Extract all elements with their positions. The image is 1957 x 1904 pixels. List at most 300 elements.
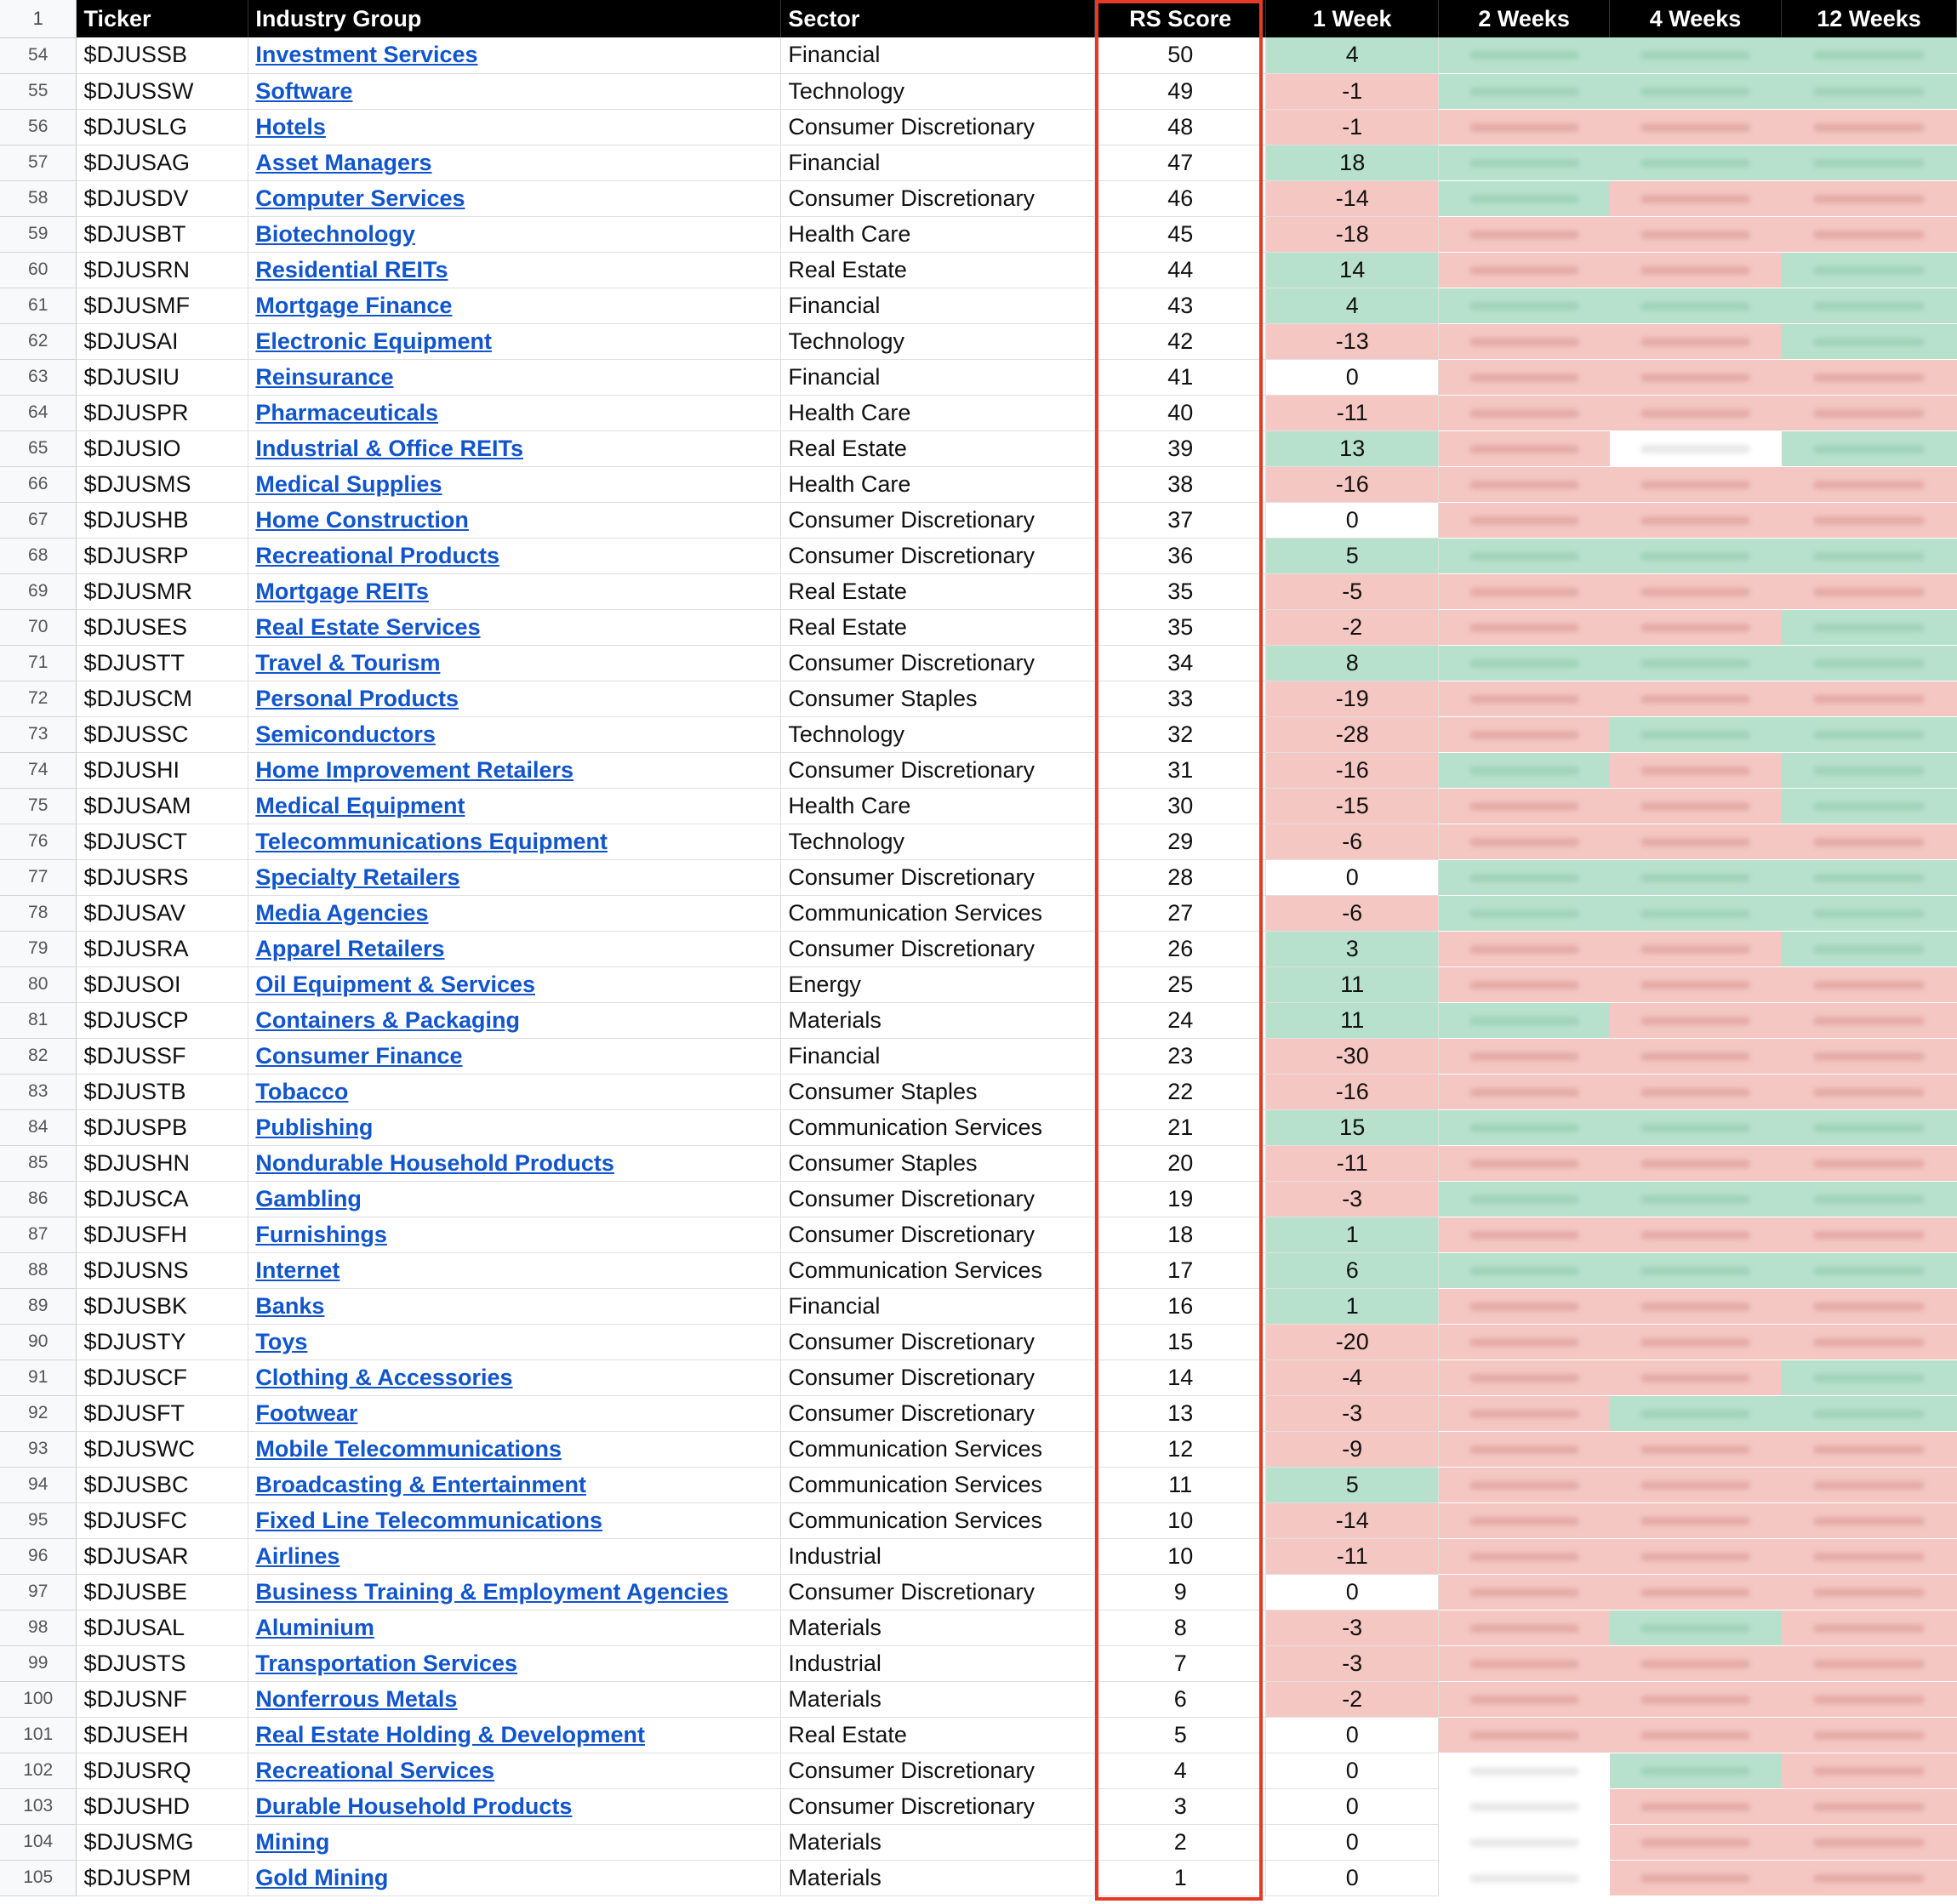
rs-score-cell[interactable]: 35: [1095, 573, 1266, 609]
1-week-change-cell[interactable]: -3: [1266, 1395, 1439, 1431]
row-number[interactable]: 62: [0, 323, 77, 359]
4-weeks-change-cell-blurred[interactable]: [1610, 1181, 1782, 1217]
sector-cell[interactable]: Materials: [781, 1860, 1095, 1895]
sector-cell[interactable]: Consumer Discretionary: [781, 1574, 1095, 1610]
12-weeks-change-cell-blurred[interactable]: [1782, 1467, 1957, 1502]
2-weeks-change-cell-blurred[interactable]: [1439, 73, 1610, 109]
industry-group-cell[interactable]: [248, 1181, 781, 1217]
rs-score-cell[interactable]: 5: [1095, 1717, 1266, 1753]
table-row[interactable]: [0, 752, 1957, 788]
industry-group-cell[interactable]: [248, 895, 781, 931]
2-weeks-change-cell-blurred[interactable]: [1439, 430, 1610, 466]
industry-group-cell[interactable]: [248, 609, 781, 645]
row-number[interactable]: 100: [0, 1681, 77, 1717]
12-weeks-change-cell-blurred[interactable]: [1782, 1431, 1957, 1467]
4-weeks-change-cell-blurred[interactable]: [1610, 252, 1782, 288]
12-weeks-change-cell-blurred[interactable]: [1782, 1502, 1957, 1538]
sector-cell[interactable]: Real Estate: [781, 252, 1095, 288]
row-number[interactable]: 54: [0, 37, 77, 73]
table-row[interactable]: [0, 1145, 1957, 1181]
4-weeks-change-cell-blurred[interactable]: [1610, 1467, 1782, 1502]
12-weeks-change-cell-blurred[interactable]: [1782, 895, 1957, 931]
2-weeks-change-cell-blurred[interactable]: [1439, 466, 1610, 502]
row-number[interactable]: 65: [0, 430, 77, 466]
4-weeks-change-cell-blurred[interactable]: [1610, 180, 1782, 216]
sector-cell[interactable]: Consumer Discretionary: [781, 1217, 1095, 1252]
ticker-cell[interactable]: $DJUSNF: [77, 1681, 248, 1717]
sector-cell[interactable]: Consumer Staples: [781, 681, 1095, 716]
industry-group-link[interactable]: Gambling: [255, 1185, 362, 1211]
1-week-change-cell[interactable]: -11: [1266, 1145, 1439, 1181]
2-weeks-change-cell-blurred[interactable]: [1439, 645, 1610, 681]
industry-group-link[interactable]: Home Construction: [255, 506, 469, 533]
4-weeks-change-cell-blurred[interactable]: [1610, 216, 1782, 252]
table-row[interactable]: [0, 395, 1957, 430]
ticker-cell[interactable]: $DJUSHI: [77, 752, 248, 788]
2-weeks-change-cell-blurred[interactable]: [1439, 1753, 1610, 1788]
rs-score-cell[interactable]: 16: [1095, 1288, 1266, 1324]
row-number[interactable]: 59: [0, 216, 77, 252]
12-weeks-change-cell-blurred[interactable]: [1782, 109, 1957, 145]
table-row[interactable]: [0, 1717, 1957, 1753]
industry-group-link[interactable]: Tobacco: [255, 1078, 349, 1104]
4-weeks-change-cell-blurred[interactable]: [1610, 1753, 1782, 1788]
rs-score-cell[interactable]: 49: [1095, 73, 1266, 109]
row-number[interactable]: 79: [0, 931, 77, 966]
4-weeks-change-cell-blurred[interactable]: [1610, 716, 1782, 752]
industry-group-cell[interactable]: [248, 1610, 781, 1645]
2-weeks-change-cell-blurred[interactable]: [1439, 1324, 1610, 1360]
industry-group-cell[interactable]: [248, 645, 781, 681]
table-row[interactable]: [0, 1395, 1957, 1431]
4-weeks-change-cell-blurred[interactable]: [1610, 1645, 1782, 1681]
4-weeks-change-cell-blurred[interactable]: [1610, 359, 1782, 395]
sector-cell[interactable]: Consumer Staples: [781, 1145, 1095, 1181]
row-number[interactable]: 67: [0, 502, 77, 538]
industry-group-cell[interactable]: [248, 252, 781, 288]
industry-group-link[interactable]: Banks: [255, 1292, 325, 1319]
table-row[interactable]: [0, 788, 1957, 824]
table-row[interactable]: [0, 573, 1957, 609]
rs-score-cell[interactable]: 40: [1095, 395, 1266, 430]
sector-cell[interactable]: Financial: [781, 1288, 1095, 1324]
row-number-header[interactable]: 1: [0, 0, 77, 37]
4-weeks-change-cell-blurred[interactable]: [1610, 1002, 1782, 1038]
industry-group-link[interactable]: Personal Products: [255, 685, 459, 711]
2-weeks-change-cell-blurred[interactable]: [1439, 573, 1610, 609]
1-week-change-cell[interactable]: -5: [1266, 573, 1439, 609]
1-week-change-cell[interactable]: 4: [1266, 288, 1439, 323]
industry-group-cell[interactable]: [248, 1109, 781, 1145]
row-number[interactable]: 64: [0, 395, 77, 430]
rs-score-cell[interactable]: 27: [1095, 895, 1266, 931]
industry-group-cell[interactable]: [248, 288, 781, 323]
ticker-cell[interactable]: $DJUSFH: [77, 1217, 248, 1252]
industry-group-link[interactable]: Oil Equipment & Services: [255, 971, 536, 997]
1-week-change-cell[interactable]: 5: [1266, 1467, 1439, 1502]
row-number[interactable]: 56: [0, 109, 77, 145]
ticker-cell[interactable]: $DJUSSC: [77, 716, 248, 752]
industry-group-link[interactable]: Mortgage Finance: [255, 292, 453, 318]
sector-cell[interactable]: Consumer Discretionary: [781, 1360, 1095, 1395]
row-number[interactable]: 92: [0, 1395, 77, 1431]
table-row[interactable]: [0, 1467, 1957, 1502]
4-weeks-change-cell-blurred[interactable]: [1610, 1574, 1782, 1610]
12-weeks-change-cell-blurred[interactable]: [1782, 466, 1957, 502]
row-number[interactable]: 75: [0, 788, 77, 824]
rs-score-cell[interactable]: 3: [1095, 1788, 1266, 1824]
table-row[interactable]: [0, 180, 1957, 216]
2-weeks-change-cell-blurred[interactable]: [1439, 1360, 1610, 1395]
2-weeks-change-cell-blurred[interactable]: [1439, 931, 1610, 966]
ticker-cell[interactable]: $DJUSSW: [77, 73, 248, 109]
industry-group-cell[interactable]: [248, 573, 781, 609]
ticker-cell[interactable]: $DJUSMG: [77, 1824, 248, 1860]
ticker-cell[interactable]: $DJUSCP: [77, 1002, 248, 1038]
row-number[interactable]: 99: [0, 1645, 77, 1681]
row-number[interactable]: 60: [0, 252, 77, 288]
1-week-change-cell[interactable]: 0: [1266, 1753, 1439, 1788]
table-row[interactable]: [0, 216, 1957, 252]
1-week-change-cell[interactable]: 15: [1266, 1109, 1439, 1145]
industry-group-link[interactable]: Hotels: [255, 113, 326, 140]
row-number[interactable]: 81: [0, 1002, 77, 1038]
industry-group-cell[interactable]: [248, 1252, 781, 1288]
4-weeks-change-cell-blurred[interactable]: [1610, 1788, 1782, 1824]
ticker-cell[interactable]: $DJUSRQ: [77, 1753, 248, 1788]
rs-score-cell[interactable]: 35: [1095, 609, 1266, 645]
industry-group-cell[interactable]: [248, 1824, 781, 1860]
12-weeks-change-cell-blurred[interactable]: [1782, 1109, 1957, 1145]
ticker-cell[interactable]: $DJUSCM: [77, 681, 248, 716]
table-row[interactable]: [0, 824, 1957, 859]
2-weeks-change-cell-blurred[interactable]: [1439, 1109, 1610, 1145]
2-weeks-header[interactable]: 2 Weeks: [1439, 0, 1610, 37]
row-number[interactable]: 71: [0, 645, 77, 681]
table-row[interactable]: [0, 37, 1957, 73]
1-week-change-cell[interactable]: 0: [1266, 1717, 1439, 1753]
rs-score-cell[interactable]: 11: [1095, 1467, 1266, 1502]
ticker-cell[interactable]: $DJUSCA: [77, 1181, 248, 1217]
12-weeks-change-cell-blurred[interactable]: [1782, 1610, 1957, 1645]
4-weeks-change-cell-blurred[interactable]: [1610, 395, 1782, 430]
rs-score-cell[interactable]: 50: [1095, 37, 1266, 73]
sector-cell[interactable]: Communication Services: [781, 895, 1095, 931]
1-week-change-cell[interactable]: 0: [1266, 1574, 1439, 1610]
industry-group-cell[interactable]: [248, 430, 781, 466]
2-weeks-change-cell-blurred[interactable]: [1439, 1217, 1610, 1252]
12-weeks-change-cell-blurred[interactable]: [1782, 1717, 1957, 1753]
ticker-cell[interactable]: $DJUSFC: [77, 1502, 248, 1538]
row-number[interactable]: 96: [0, 1538, 77, 1574]
row-number[interactable]: 98: [0, 1610, 77, 1645]
row-number[interactable]: 87: [0, 1217, 77, 1252]
2-weeks-change-cell-blurred[interactable]: [1439, 1860, 1610, 1895]
table-row[interactable]: [0, 931, 1957, 966]
4-weeks-change-cell-blurred[interactable]: [1610, 931, 1782, 966]
ticker-cell[interactable]: $DJUSRA: [77, 931, 248, 966]
sector-cell[interactable]: Industrial: [781, 1538, 1095, 1574]
rs-score-cell[interactable]: 29: [1095, 824, 1266, 859]
table-row[interactable]: [0, 1074, 1957, 1109]
rs-score-cell[interactable]: 2: [1095, 1824, 1266, 1860]
industry-group-cell[interactable]: [248, 1502, 781, 1538]
row-number[interactable]: 84: [0, 1109, 77, 1145]
4-weeks-change-cell-blurred[interactable]: [1610, 1431, 1782, 1467]
4-weeks-change-cell-blurred[interactable]: [1610, 1860, 1782, 1895]
rs-score-cell[interactable]: 45: [1095, 216, 1266, 252]
4-weeks-change-cell-blurred[interactable]: [1610, 895, 1782, 931]
table-row[interactable]: [0, 1574, 1957, 1610]
industry-group-cell[interactable]: [248, 1431, 781, 1467]
ticker-cell[interactable]: $DJUSAL: [77, 1610, 248, 1645]
industry-group-cell[interactable]: [248, 538, 781, 573]
row-number[interactable]: 68: [0, 538, 77, 573]
1-week-change-cell[interactable]: -11: [1266, 395, 1439, 430]
industry-group-link[interactable]: Media Agencies: [255, 899, 429, 926]
sector-cell[interactable]: Health Care: [781, 788, 1095, 824]
industry-group-link[interactable]: Nondurable Household Products: [255, 1149, 614, 1176]
sector-cell[interactable]: Technology: [781, 716, 1095, 752]
table-row[interactable]: [0, 109, 1957, 145]
rs-score-cell[interactable]: 28: [1095, 859, 1266, 895]
industry-group-cell[interactable]: [248, 1360, 781, 1395]
rs-score-cell[interactable]: 30: [1095, 788, 1266, 824]
table-row[interactable]: [0, 430, 1957, 466]
rs-score-cell[interactable]: 6: [1095, 1681, 1266, 1717]
sector-cell[interactable]: Consumer Discretionary: [781, 1788, 1095, 1824]
1-week-change-cell[interactable]: -9: [1266, 1431, 1439, 1467]
table-row[interactable]: [0, 1538, 1957, 1574]
12-weeks-change-cell-blurred[interactable]: [1782, 359, 1957, 395]
rs-score-cell[interactable]: 25: [1095, 966, 1266, 1002]
sector-cell[interactable]: Health Care: [781, 395, 1095, 430]
12-weeks-change-cell-blurred[interactable]: [1782, 1860, 1957, 1895]
industry-group-link[interactable]: Transportation Services: [255, 1650, 518, 1676]
4-weeks-change-cell-blurred[interactable]: [1610, 609, 1782, 645]
ticker-cell[interactable]: $DJUSBK: [77, 1288, 248, 1324]
industry-group-link[interactable]: Mobile Telecommunications: [255, 1435, 562, 1462]
rs-score-cell[interactable]: 20: [1095, 1145, 1266, 1181]
industry-group-link[interactable]: Aluminium: [255, 1614, 374, 1640]
industry-group-cell[interactable]: [248, 145, 781, 180]
4-weeks-change-cell-blurred[interactable]: [1610, 502, 1782, 538]
12-weeks-change-cell-blurred[interactable]: [1782, 645, 1957, 681]
table-row[interactable]: [0, 359, 1957, 395]
4-weeks-change-cell-blurred[interactable]: [1610, 1038, 1782, 1074]
12-weeks-change-cell-blurred[interactable]: [1782, 1753, 1957, 1788]
4-weeks-change-cell-blurred[interactable]: [1610, 752, 1782, 788]
sector-cell[interactable]: Real Estate: [781, 1717, 1095, 1753]
1-week-change-cell[interactable]: -2: [1266, 1681, 1439, 1717]
2-weeks-change-cell-blurred[interactable]: [1439, 681, 1610, 716]
2-weeks-change-cell-blurred[interactable]: [1439, 109, 1610, 145]
4-weeks-change-cell-blurred[interactable]: [1610, 538, 1782, 573]
2-weeks-change-cell-blurred[interactable]: [1439, 37, 1610, 73]
ticker-cell[interactable]: $DJUSWC: [77, 1431, 248, 1467]
industry-group-cell[interactable]: [248, 681, 781, 716]
4-weeks-change-cell-blurred[interactable]: [1610, 1145, 1782, 1181]
sector-cell[interactable]: Communication Services: [781, 1467, 1095, 1502]
ticker-cell[interactable]: $DJUSTT: [77, 645, 248, 681]
12-weeks-change-cell-blurred[interactable]: [1782, 1645, 1957, 1681]
industry-group-cell[interactable]: [248, 1717, 781, 1753]
2-weeks-change-cell-blurred[interactable]: [1439, 752, 1610, 788]
4-weeks-change-cell-blurred[interactable]: [1610, 430, 1782, 466]
sector-cell[interactable]: Financial: [781, 1038, 1095, 1074]
rs-score-cell[interactable]: 12: [1095, 1431, 1266, 1467]
table-row[interactable]: [0, 1109, 1957, 1145]
table-row[interactable]: [0, 966, 1957, 1002]
12-weeks-change-cell-blurred[interactable]: [1782, 145, 1957, 180]
12-weeks-change-cell-blurred[interactable]: [1782, 73, 1957, 109]
1-week-change-cell[interactable]: -1: [1266, 109, 1439, 145]
rs-score-cell[interactable]: 15: [1095, 1324, 1266, 1360]
2-weeks-change-cell-blurred[interactable]: [1439, 1824, 1610, 1860]
rs-score-cell[interactable]: 47: [1095, 145, 1266, 180]
12-weeks-change-cell-blurred[interactable]: [1782, 1217, 1957, 1252]
12-weeks-change-cell-blurred[interactable]: [1782, 966, 1957, 1002]
industry-group-cell[interactable]: [248, 1645, 781, 1681]
1-week-change-cell[interactable]: 18: [1266, 145, 1439, 180]
table-row[interactable]: [0, 645, 1957, 681]
industry-group-link[interactable]: Telecommunications Equipment: [255, 828, 608, 854]
ticker-cell[interactable]: $DJUSFT: [77, 1395, 248, 1431]
industry-group-cell[interactable]: [248, 966, 781, 1002]
12-weeks-change-cell-blurred[interactable]: [1782, 931, 1957, 966]
rs-score-cell[interactable]: 4: [1095, 1753, 1266, 1788]
1-week-change-cell[interactable]: -14: [1266, 180, 1439, 216]
2-weeks-change-cell-blurred[interactable]: [1439, 180, 1610, 216]
12-weeks-change-cell-blurred[interactable]: [1782, 788, 1957, 824]
12-weeks-change-cell-blurred[interactable]: [1782, 430, 1957, 466]
table-row[interactable]: [0, 1181, 1957, 1217]
table-row[interactable]: [0, 1002, 1957, 1038]
row-number[interactable]: 85: [0, 1145, 77, 1181]
sector-cell[interactable]: Consumer Discretionary: [781, 502, 1095, 538]
rs-score-cell[interactable]: 17: [1095, 1252, 1266, 1288]
1-week-change-cell[interactable]: 8: [1266, 645, 1439, 681]
4-weeks-change-cell-blurred[interactable]: [1610, 859, 1782, 895]
row-number[interactable]: 70: [0, 609, 77, 645]
12-weeks-change-cell-blurred[interactable]: [1782, 538, 1957, 573]
12-weeks-change-cell-blurred[interactable]: [1782, 395, 1957, 430]
industry-group-cell[interactable]: [248, 931, 781, 966]
rs-score-header[interactable]: RS Score: [1095, 0, 1266, 37]
sector-cell[interactable]: Consumer Discretionary: [781, 1181, 1095, 1217]
1-week-change-cell[interactable]: 0: [1266, 359, 1439, 395]
rs-score-cell[interactable]: 38: [1095, 466, 1266, 502]
2-weeks-change-cell-blurred[interactable]: [1439, 1538, 1610, 1574]
4-weeks-change-cell-blurred[interactable]: [1610, 73, 1782, 109]
4-weeks-change-cell-blurred[interactable]: [1610, 1252, 1782, 1288]
sector-cell[interactable]: Consumer Discretionary: [781, 1324, 1095, 1360]
ticker-cell[interactable]: $DJUSAI: [77, 323, 248, 359]
ticker-cell[interactable]: $DJUSOI: [77, 966, 248, 1002]
2-weeks-change-cell-blurred[interactable]: [1439, 395, 1610, 430]
sector-cell[interactable]: Real Estate: [781, 573, 1095, 609]
rs-score-cell[interactable]: 46: [1095, 180, 1266, 216]
rs-score-cell[interactable]: 23: [1095, 1038, 1266, 1074]
industry-group-cell[interactable]: [248, 859, 781, 895]
industry-group-link[interactable]: Nonferrous Metals: [255, 1685, 458, 1712]
industry-group-header[interactable]: Industry Group: [248, 0, 781, 37]
table-row[interactable]: [0, 538, 1957, 573]
table-row[interactable]: [0, 252, 1957, 288]
industry-group-cell[interactable]: [248, 180, 781, 216]
ticker-cell[interactable]: $DJUSAV: [77, 895, 248, 931]
12-weeks-change-cell-blurred[interactable]: [1782, 502, 1957, 538]
row-number[interactable]: 76: [0, 824, 77, 859]
12-weeks-change-cell-blurred[interactable]: [1782, 681, 1957, 716]
industry-group-link[interactable]: Footwear: [255, 1399, 358, 1426]
sector-cell[interactable]: Consumer Discretionary: [781, 1395, 1095, 1431]
table-row[interactable]: [0, 1360, 1957, 1395]
sector-cell[interactable]: Materials: [781, 1824, 1095, 1860]
industry-group-link[interactable]: Apparel Retailers: [255, 935, 445, 961]
2-weeks-change-cell-blurred[interactable]: [1439, 1002, 1610, 1038]
ticker-cell[interactable]: $DJUSHN: [77, 1145, 248, 1181]
table-row[interactable]: [0, 1502, 1957, 1538]
table-row[interactable]: [0, 1288, 1957, 1324]
row-number[interactable]: 72: [0, 681, 77, 716]
2-weeks-change-cell-blurred[interactable]: [1439, 1181, 1610, 1217]
2-weeks-change-cell-blurred[interactable]: [1439, 1681, 1610, 1717]
sector-cell[interactable]: Consumer Discretionary: [781, 180, 1095, 216]
sector-cell[interactable]: Consumer Discretionary: [781, 752, 1095, 788]
4-weeks-change-cell-blurred[interactable]: [1610, 109, 1782, 145]
2-weeks-change-cell-blurred[interactable]: [1439, 1074, 1610, 1109]
industry-group-link[interactable]: Broadcasting & Entertainment: [255, 1471, 586, 1497]
ticker-cell[interactable]: $DJUSTY: [77, 1324, 248, 1360]
industry-group-cell[interactable]: [248, 1288, 781, 1324]
row-number[interactable]: 86: [0, 1181, 77, 1217]
2-weeks-change-cell-blurred[interactable]: [1439, 788, 1610, 824]
sector-cell[interactable]: Financial: [781, 37, 1095, 73]
4-weeks-change-cell-blurred[interactable]: [1610, 1324, 1782, 1360]
sector-cell[interactable]: Health Care: [781, 466, 1095, 502]
industry-group-cell[interactable]: [248, 323, 781, 359]
12-weeks-change-cell-blurred[interactable]: [1782, 1824, 1957, 1860]
2-weeks-change-cell-blurred[interactable]: [1439, 1431, 1610, 1467]
12-weeks-change-cell-blurred[interactable]: [1782, 1538, 1957, 1574]
industry-group-link[interactable]: Fixed Line Telecommunications: [255, 1507, 602, 1533]
rs-score-cell[interactable]: 33: [1095, 681, 1266, 716]
4-weeks-change-cell-blurred[interactable]: [1610, 1610, 1782, 1645]
rs-score-cell[interactable]: 42: [1095, 323, 1266, 359]
row-number[interactable]: 105: [0, 1860, 77, 1895]
industry-group-link[interactable]: Residential REITs: [255, 256, 448, 282]
ticker-cell[interactable]: $DJUSES: [77, 609, 248, 645]
table-row[interactable]: [0, 502, 1957, 538]
12-weeks-change-cell-blurred[interactable]: [1782, 1324, 1957, 1360]
2-weeks-change-cell-blurred[interactable]: [1439, 1252, 1610, 1288]
ticker-cell[interactable]: $DJUSTB: [77, 1074, 248, 1109]
1-week-change-cell[interactable]: -16: [1266, 1074, 1439, 1109]
ticker-cell[interactable]: $DJUSMR: [77, 573, 248, 609]
ticker-cell[interactable]: $DJUSMS: [77, 466, 248, 502]
sector-cell[interactable]: Consumer Discretionary: [781, 645, 1095, 681]
12-weeks-change-cell-blurred[interactable]: [1782, 1788, 1957, 1824]
12-weeks-change-cell-blurred[interactable]: [1782, 1038, 1957, 1074]
table-row[interactable]: [0, 681, 1957, 716]
1-week-change-cell[interactable]: -6: [1266, 895, 1439, 931]
industry-group-link[interactable]: Recreational Products: [255, 542, 499, 568]
sector-cell[interactable]: Industrial: [781, 1645, 1095, 1681]
industry-group-link[interactable]: Real Estate Holding & Development: [255, 1721, 645, 1747]
ticker-cell[interactable]: $DJUSSB: [77, 37, 248, 73]
2-weeks-change-cell-blurred[interactable]: [1439, 216, 1610, 252]
